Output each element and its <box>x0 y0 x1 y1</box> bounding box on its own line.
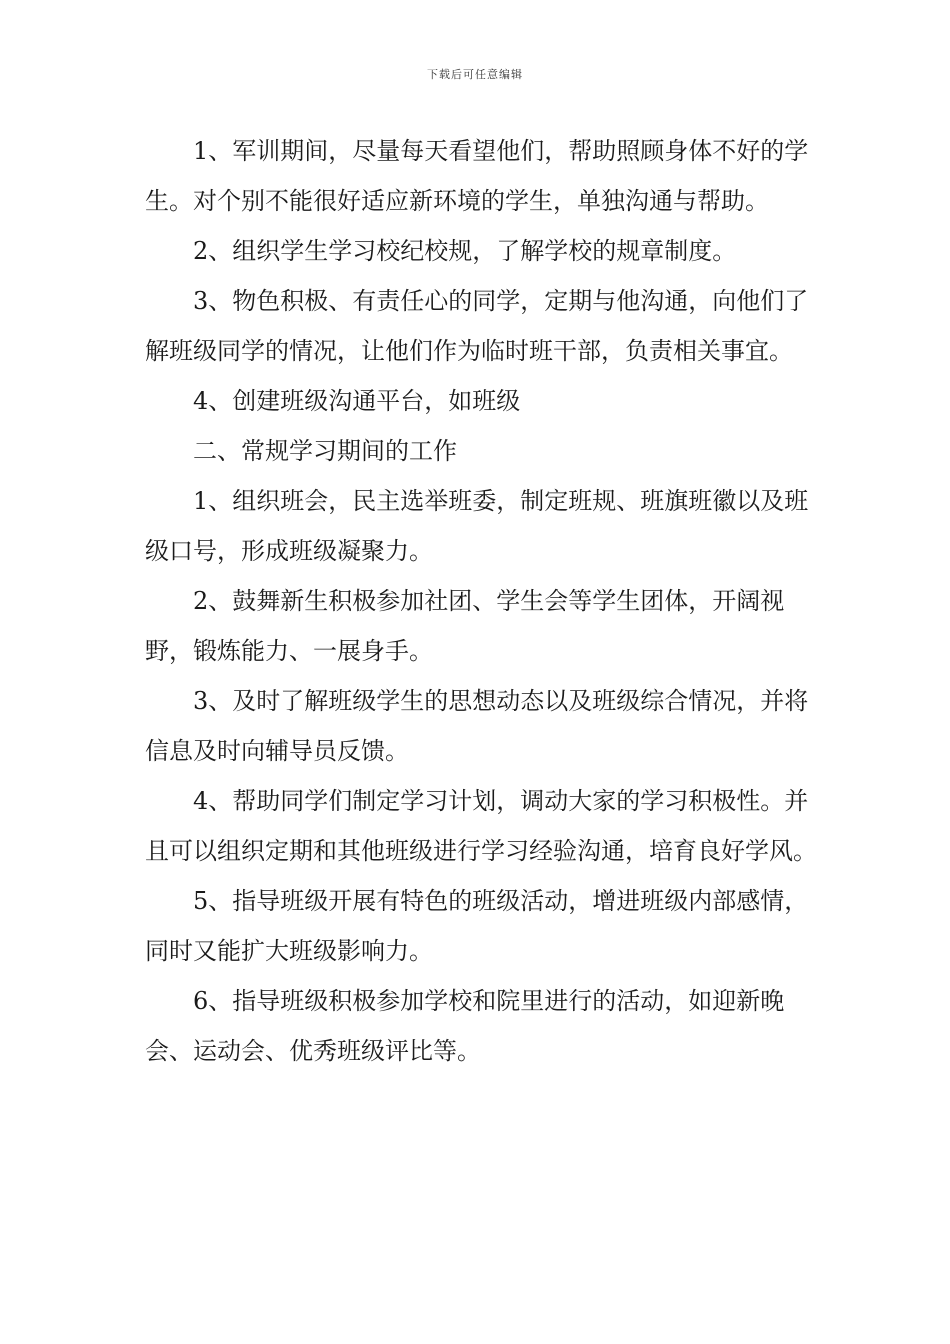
paragraph-school-events: 6、指导班级积极参加学校和院里进行的活动，如迎新晚会、运动会、优秀班级评比等。 <box>145 987 785 1065</box>
paragraph-communication-platform: 4、创建班级沟通平台，如班级 <box>193 387 521 415</box>
paragraph-school-rules: 2、组织学生学习校纪校规，了解学校的规章制度。 <box>193 237 737 265</box>
page-header: 下载后可任意编辑 <box>427 68 523 81</box>
document-body <box>145 126 825 1076</box>
paragraph-military-training: 1、军训期间，尽量每天看望他们，帮助照顾身体不好的学生。对个别不能很好适应新环境的学生，单独沟通与帮助。 <box>145 137 809 215</box>
paragraph-student-dynamics: 3、及时了解班级学生的思想动态以及班级综合情况，并将信息及时向辅导员反馈。 <box>145 687 809 765</box>
paragraph-study-plan: 4、帮助同学们制定学习计划，调动大家的学习积极性。并且可以组织定期和其他班级进行学习经验沟通，培育良好学风。 <box>145 787 817 865</box>
paragraph-student-groups: 2、鼓舞新生积极参加社团、学生会等学生团体，开阔视野，锻炼能力、一展身手。 <box>145 587 785 665</box>
paragraph-class-meeting: 1、组织班会，民主选举班委，制定班规、班旗班徽以及班级口号，形成班级凝聚力。 <box>145 487 809 565</box>
paragraph-temporary-cadres: 3、物色积极、有责任心的同学，定期与他沟通，向他们了解班级同学的情况，让他们作为临时班干部，负责相关事宜。 <box>145 287 809 365</box>
paragraph-class-activities: 5、指导班级开展有特色的班级活动，增进班级内部感情，同时又能扩大班级影响力。 <box>145 887 809 965</box>
section-heading-regular-study: 二、常规学习期间的工作 <box>193 437 457 465</box>
